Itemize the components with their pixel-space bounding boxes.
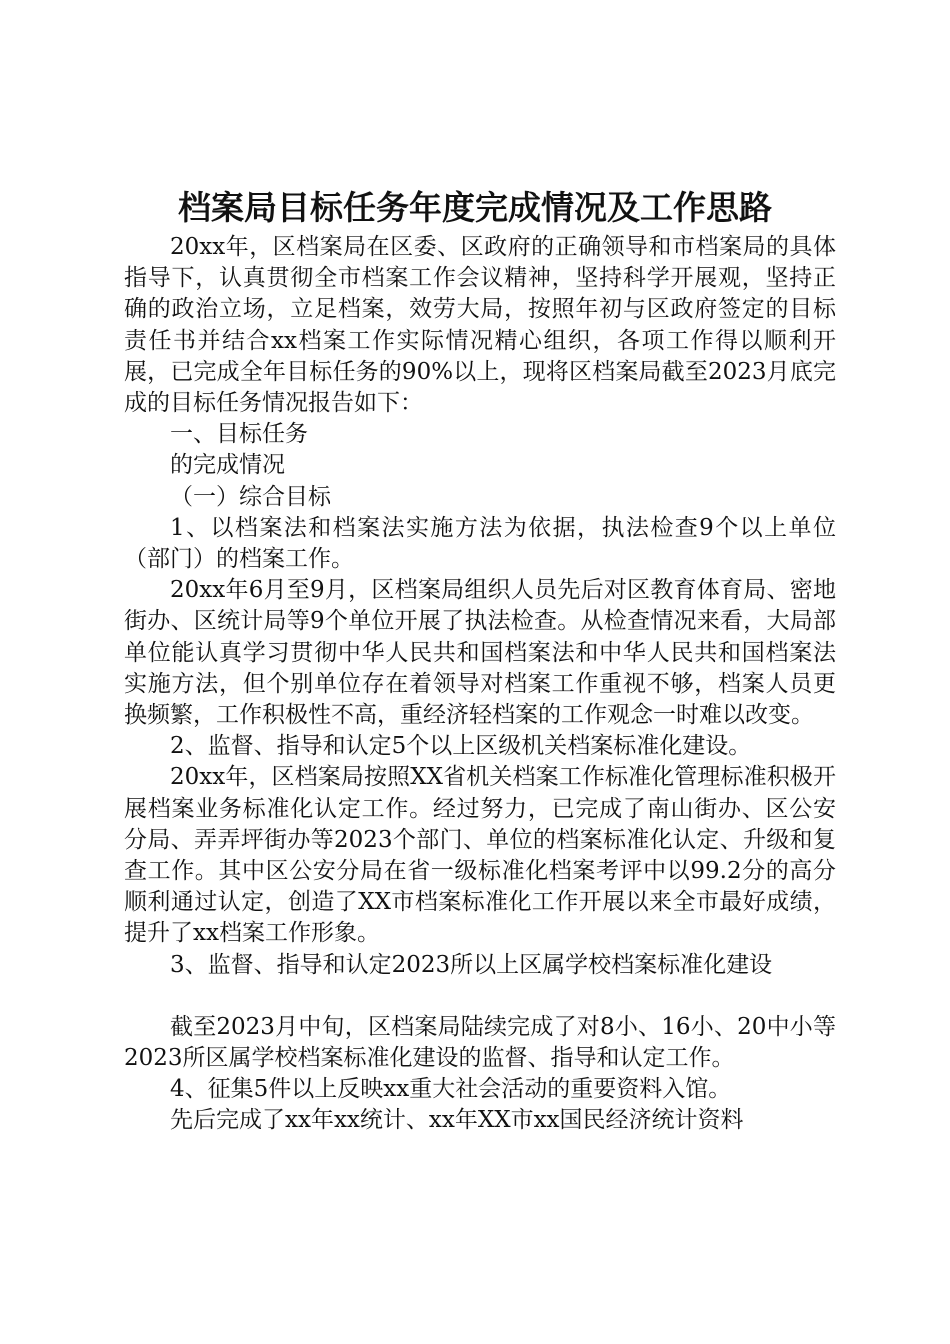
item-1-heading: 1、以档案法和档案法实施方法为依据，执法检查9个以上单位（部门）的档案工作。	[124, 514, 836, 573]
document-body	[124, 232, 836, 1137]
item-4-heading: 4、征集5件以上反映xx重大社会活动的重要资料入馆。	[170, 1076, 732, 1103]
item-4-paragraph: 先后完成了xx年xx统计、xx年XX市xx国民经济统计资料	[170, 1107, 744, 1134]
section-heading-1-line-1: 一、目标任务	[170, 421, 308, 448]
intro-paragraph: 20xx年，区档案局在区委、区政府的正确领导和市档案局的具体指导下，认真贯彻全市档案工作会议精神，坚持科学开展观，坚持正确的政治立场，立足档案，效劳大局，按照年初与区政府签定的目标责任书并结合xx档案工作实际情况精心组织，各项工作得以顺利开展，已完成全年目标任务的90%以上，现将区档案局截至2023月底完成的目标任务情况报告如下：	[124, 234, 836, 417]
item-2-paragraph: 20xx年，区档案局按照XX省机关档案工作标准化管理标准积极开展档案业务标准化认定工作。经过努力，已完成了南山街办、区公安分局、弄弄坪街办等2023个部门、单位的档案标准化认定、升级和复查工作。其中区公安分局在省一级标准化档案考评中以99.2分的高分顺利通过认定，创造了XX市档案标准化工作开展以来全市最好成绩，提升了xx档案工作形象。	[124, 764, 836, 947]
section-heading-1-line-2: 的完成情况	[170, 452, 285, 479]
item-1-paragraph: 20xx年6月至9月，区档案局组织人员先后对区教育体育局、密地街办、区统计局等9个单位开展了执法检查。从检查情况来看，大局部单位能认真学习贯彻中华人民共和国档案法和中华人民共和国档案法实施方法，但个别单位存在着领导对档案工作重视不够，档案人员更换频繁，工作积极性不高，重经济轻档案的工作观念一时难以改变。	[124, 577, 836, 729]
blank-line	[124, 981, 836, 1012]
item-3-paragraph: 截至2023月中旬，区档案局陆续完成了对8小、16小、20中小等2023所区属学校档案标准化建设的监督、指导和认定工作。	[124, 1013, 836, 1072]
item-2-heading: 2、监督、指导和认定5个以上区级机关档案标准化建设。	[170, 733, 752, 760]
subsection-heading: （一）综合目标	[170, 483, 331, 510]
document-title: 档案局目标任务年度完成情况及工作思路	[178, 188, 772, 227]
item-3-heading: 3、监督、指导和认定2023所以上区属学校档案标准化建设	[170, 951, 773, 978]
